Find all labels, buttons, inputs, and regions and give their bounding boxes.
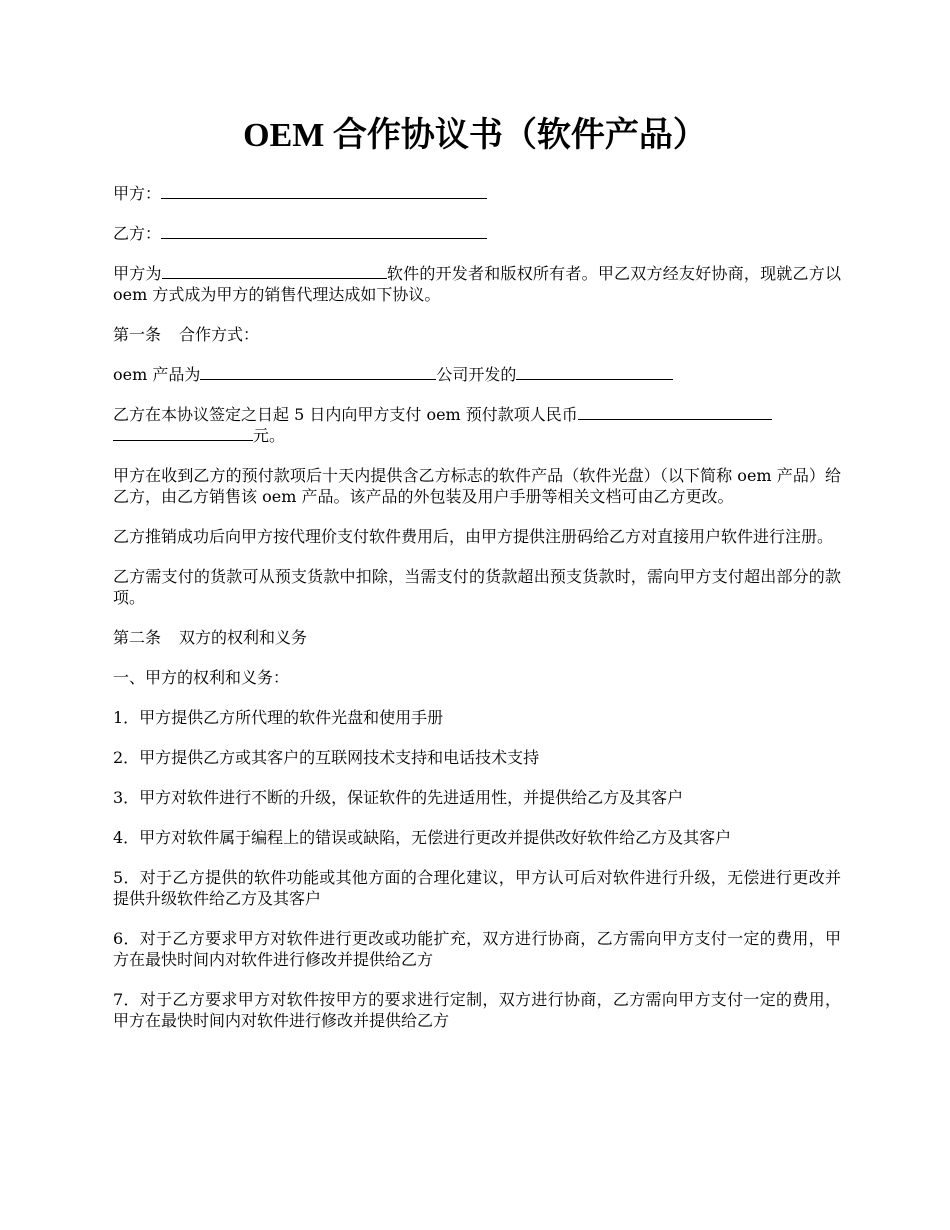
software-name-blank bbox=[162, 263, 387, 279]
prepay-paragraph bbox=[113, 404, 841, 446]
developed-by-blank bbox=[516, 364, 673, 380]
amount-blank-2 bbox=[113, 425, 253, 441]
party-a-blank bbox=[161, 183, 487, 199]
article1-number: 第一条 bbox=[113, 325, 162, 344]
section-a-title: 一、甲方的权利和义务： bbox=[113, 668, 290, 687]
article2-heading bbox=[113, 627, 841, 648]
delivery-paragraph: 甲方在收到乙方的预付款项后十天内提供含乙方标志的软件产品（软件光盘）（以下简称 oem 产品）给乙方，由乙方销售该 oem 产品。该产品的外包装及用户手册等相关文档可由乙方更改。 bbox=[113, 466, 841, 506]
party-b-label: 乙方： bbox=[113, 224, 162, 243]
oem-product-line bbox=[113, 364, 841, 385]
prepay-part2: 元。 bbox=[253, 426, 286, 445]
article2-title: 双方的权利和义务 bbox=[179, 628, 308, 647]
article1-heading bbox=[113, 324, 841, 345]
deduction-paragraph: 乙方需支付的货款可从预支货款中扣除，当需支付的货款超出预支货款时，需向甲方支付超出部分的款项。 bbox=[113, 567, 841, 607]
list-item: 5．对于乙方提供的软件功能或其他方面的合理化建议，甲方认可后对软件进行升级，无偿进行更改并提供升级软件给乙方及其客户 bbox=[113, 868, 841, 908]
list-item: 6．对于乙方要求甲方对软件进行更改或功能扩充，双方进行协商，乙方需向甲方支付一定的费用，甲方在最快时间内对软件进行修改并提供给乙方 bbox=[113, 929, 841, 969]
party-b-line bbox=[113, 223, 841, 244]
list-item: 3．甲方对软件进行不断的升级，保证软件的先进适用性，并提供给乙方及其客户 bbox=[113, 788, 684, 807]
oem-product-blank bbox=[200, 364, 436, 380]
registration-paragraph: 乙方推销成功后向甲方按代理价支付软件费用后，由甲方提供注册码给乙方对直接用户软件进行注册。 bbox=[113, 527, 834, 546]
list-item: 1．甲方提供乙方所代理的软件光盘和使用手册 bbox=[113, 708, 444, 727]
article1-title: 合作方式： bbox=[179, 325, 260, 344]
prepay-part1: 乙方在本协议签定之日起 5 日内向甲方支付 oem 预付款项人民币 bbox=[113, 405, 578, 424]
intro-part1: 甲方为 bbox=[113, 264, 162, 283]
list-item: 4．甲方对软件属于编程上的错误或缺陷，无偿进行更改并提供改好软件给乙方及其客户 bbox=[113, 828, 732, 847]
list-item: 2．甲方提供乙方或其客户的互联网技术支持和电话技术支持 bbox=[113, 748, 540, 767]
oem-product-part2: 公司开发的 bbox=[436, 365, 517, 384]
list-item: 7．对于乙方要求甲方对软件按甲方的要求进行定制，双方进行协商，乙方需向甲方支付一定的费用，甲方在最快时间内对软件进行修改并提供给乙方 bbox=[113, 990, 841, 1030]
document-title: OEM 合作协议书（软件产品） bbox=[243, 117, 707, 154]
article2-number: 第二条 bbox=[113, 628, 162, 647]
oem-product-part1: oem 产品为 bbox=[113, 365, 201, 384]
party-a-line bbox=[113, 183, 841, 204]
amount-blank-1 bbox=[578, 404, 772, 420]
intro-paragraph bbox=[113, 263, 841, 305]
party-b-blank bbox=[161, 223, 487, 239]
intro-part2: 软件的开发者和版权所有者。甲乙双方经友好协商，现就乙方以 oem 方式成为甲方的销售代理达成如下协议。 bbox=[113, 264, 841, 304]
document-body bbox=[113, 183, 841, 1050]
party-a-label: 甲方： bbox=[113, 184, 162, 203]
